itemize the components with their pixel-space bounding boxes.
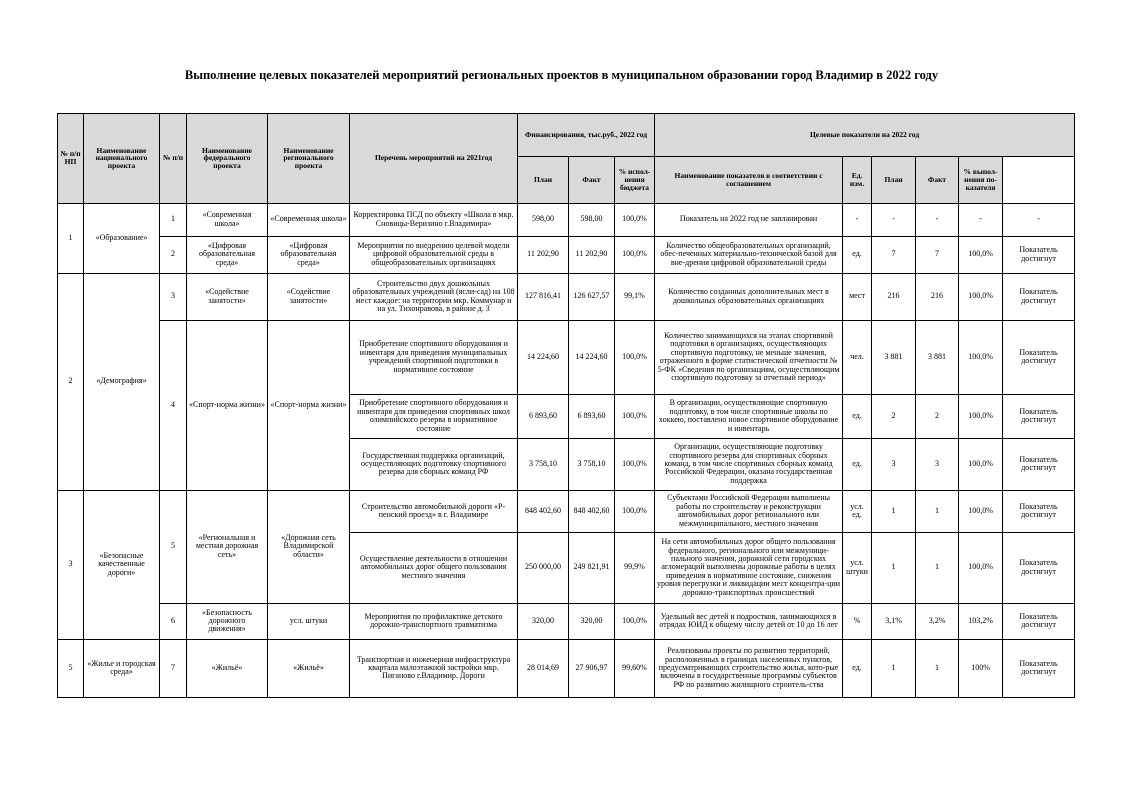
fin-fact: 598,00 [569,203,615,236]
fin-fact: 27 906,97 [569,639,615,697]
target-plan: 2 [872,394,916,438]
unit: ед. [843,639,872,697]
header-unit: Ед. изм. [843,157,872,203]
fin-pct: 99,9% [615,532,655,603]
event-name: Строительство автомобильной дороги «Р-пенский проезд» в г. Владимире [350,490,518,532]
header-rp-name: Наименование регионального проекта [268,114,350,204]
fin-fact: 249 821,91 [569,532,615,603]
np-name: «Образование» [84,203,160,273]
target-pct: 100,0% [959,532,1003,603]
fin-plan: 6 893,60 [518,394,569,438]
fin-pct: 100,0% [615,394,655,438]
unit: % [843,603,872,639]
target-plan: 1 [872,639,916,697]
project-num: 2 [160,236,187,273]
project-num: 5 [160,490,187,603]
header-fp-name: Наименование федерального проекта [187,114,268,204]
header-row-1 [58,114,1075,157]
fin-pct: 99,1% [615,273,655,320]
header-np-name: Наименование национального проекта [84,114,160,204]
unit: чел. [843,320,872,394]
target-fact: 7 [916,236,959,273]
np-num: 2 [58,273,84,490]
fin-plan: 14 224,60 [518,320,569,394]
fin-fact: 126 627,57 [569,273,615,320]
fp-name: «Спорт-норма жизни» [187,320,268,490]
unit: ед. [843,236,872,273]
fp-name: «Цифровая образовательная среда» [187,236,268,273]
rp-name: «Содействие занятости» [268,273,350,320]
event-name: Транспортная и инженерная инфраструктура квартала малоэтажной застройки мкр. Пиганово г.Владимир. Дороги [350,639,518,697]
np-name: «Безопасные качественные дороги» [84,490,160,639]
table-row [58,603,1075,639]
target-fact: 3,2% [916,603,959,639]
unit: усл. штуки [843,532,872,603]
header-indicator-name: Наименование показателя в соответствии с соглашением [655,157,843,203]
fin-fact: 14 224,60 [569,320,615,394]
np-name: «Жилье и городская среда» [84,639,160,697]
project-num: 6 [160,603,187,639]
target-fact: 1 [916,490,959,532]
unit: ед. [843,438,872,490]
target-plan: 7 [872,236,916,273]
target-pct: 100% [959,639,1003,697]
table-row [58,236,1075,273]
event-name: Приобретение спортивного оборудования и инвентаря для приведения спортивных школ олимпийского резерва в нормативное состояние [350,394,518,438]
indicator-name: На сети автомобильных дорог общего пользования федерального, регионального или межмуници-пального значения, дорожной сети городских агломераций выполнены дорожные работы в целях приведения в нормативное состояние, снижения уровня перегрузки и ликвидации мест концентра-ции дорожно-транспортных происшествий [655,532,843,603]
comment: Показатель достигнут [1003,603,1075,639]
rp-name: усл. штуки [268,603,350,639]
indicator-name: Количество занимающихся на этапах спортивной подготовки в организациях, осуществляющих спортивную подготовку, не меньше значения, отраженного в форме статистической отчетности № 5-ФК «Сведения по организациям, осуществляющим спортивную подготовку за отчетный период» [655,320,843,394]
comment: Показатель достигнут [1003,639,1075,697]
fin-pct: 100,0% [615,438,655,490]
np-num: 5 [58,639,84,697]
comment: Показатель достигнут [1003,532,1075,603]
target-pct: 100,0% [959,236,1003,273]
target-fact: 3 881 [916,320,959,394]
header-finance: Финансирования, тыс.руб., 2022 год [518,114,655,157]
fp-name: «Содействие занятости» [187,273,268,320]
fin-plan: 848 402,60 [518,490,569,532]
header-fin-pct: % испол-нения бюджета [615,157,655,203]
fin-fact: 320,00 [569,603,615,639]
target-pct: 100,0% [959,320,1003,394]
table-row [58,490,1075,532]
target-plan: 1 [872,532,916,603]
table-row [58,320,1075,394]
np-name: «Демография» [84,273,160,490]
event-name: Корректировка ПСД по объекту «Школа в мкр. Сновицы-Веризино г.Владимира» [350,203,518,236]
header-target-fact: Факт [916,157,959,203]
event-name: Приобретение спортивного оборудования и инвентаря для приведения муниципальных учреждений спортивной подготовки в нормативное состояние [350,320,518,394]
comment: Показатель достигнут [1003,273,1075,320]
header-events: Перечень мероприятий на 2021год [350,114,518,204]
fin-plan: 250 000,00 [518,532,569,603]
fin-pct: 100,0% [615,203,655,236]
fin-pct: 100,0% [615,603,655,639]
target-pct: 100,0% [959,394,1003,438]
target-fact: 1 [916,532,959,603]
unit: ед. [843,394,872,438]
target-plan: 216 [872,273,916,320]
project-num: 4 [160,320,187,490]
header-targets: Целевые показатели на 2022 год [655,114,1075,157]
target-plan: 3 [872,438,916,490]
target-pct: 100,0% [959,490,1003,532]
indicator-name: Показатель на 2022 год не запланирован [655,203,843,236]
event-name: Мероприятия по профилактике детского дорожно-транспортного травматизма [350,603,518,639]
fin-plan: 320,00 [518,603,569,639]
target-pct: 100,0% [959,273,1003,320]
fin-fact: 3 758,10 [569,438,615,490]
target-plan: 1 [872,490,916,532]
project-num: 7 [160,639,187,697]
fin-pct: 100,0% [615,490,655,532]
fin-plan: 3 758,10 [518,438,569,490]
header-fin-fact: Факт [569,157,615,203]
header-np-num: № п/п НП [58,114,84,204]
target-fact: 1 [916,639,959,697]
unit: усл. ед. [843,490,872,532]
rp-name: «Дорожная сеть Владимирской области» [268,490,350,603]
comment: Показатель достигнут [1003,394,1075,438]
event-name: Осуществление деятельности в отношении автомобильных дорог общего пользования местного значения [350,532,518,603]
rp-name: «Современная школа» [268,203,350,236]
np-num: 3 [58,490,84,639]
unit: мест [843,273,872,320]
project-num: 1 [160,203,187,236]
table-row [58,273,1075,320]
fp-name: «Региональная и местная дорожная сеть» [187,490,268,603]
event-name: Строительство двух дошкольных образовательных учреждений (ясли-сад) на 108 мест каждое: на территории мкр. Коммунар и на ул. Тихонравова, в районе д. 3 [350,273,518,320]
target-fact: 2 [916,394,959,438]
event-name: Мероприятия по внедрению целевой модели цифровой образовательной среды в общеобразовательных организациях [350,236,518,273]
header-target-pct: % выпол-нения по-казателя [959,157,1003,203]
fin-plan: 598,00 [518,203,569,236]
target-pct: - [959,203,1003,236]
indicator-name: Субъектами Российской Федерации выполнены работы по строительству и реконструкции автомобильных дорог регионального или межмуниципального, местного значения [655,490,843,532]
fin-pct: 100,0% [615,236,655,273]
target-fact: 3 [916,438,959,490]
fin-plan: 11 202,90 [518,236,569,273]
rp-name: «Спорт-норма жизни» [268,320,350,490]
rp-name: «Жильё» [268,639,350,697]
fp-name: «Безопасность дорожного движения» [187,603,268,639]
fin-fact: 848 402,60 [569,490,615,532]
target-fact: 216 [916,273,959,320]
indicator-name: Организации, осуществляющие подготовку спортивного резерва для спортивных сборных команд, в том числе спортивных сборных команд Российской Федерации, оказана государственная поддержка [655,438,843,490]
indicator-name: Удельный вес детей и подростков, занимающихся в отрядах ЮИД к общему числу детей от 10 до 16 лет [655,603,843,639]
fp-name: «Современная школа» [187,203,268,236]
fp-name: «Жильё» [187,639,268,697]
comment: - [1003,203,1075,236]
fin-fact: 11 202,90 [569,236,615,273]
fin-pct: 100,0% [615,320,655,394]
rp-name: «Цифровая образовательная среда» [268,236,350,273]
target-fact: - [916,203,959,236]
header-target-plan: План [872,157,916,203]
indicator-name: Количество общеобразовательных организаций, обес-печенных материально-технической базой для вне-дрения цифровой образовательной среды [655,236,843,273]
event-name: Государственная поддержка организаций, осуществляющих подготовку спортивного резерва для сборных команд РФ [350,438,518,490]
fin-plan: 28 014,69 [518,639,569,697]
comment: Показатель достигнут [1003,320,1075,394]
table-row [58,639,1075,697]
indicator-name: Реализованы проекты по развитию территорий, расположенных в границах населенных пунктов, предусматривающих строительство жилья, кото-рые включены в государственные программы субъектов РФ по развитию жилищного строитель-ства [655,639,843,697]
comment: Показатель достигнут [1003,438,1075,490]
indicator-name: Количество созданных дополнительных мест в дошкольных образовательных организациях [655,273,843,320]
page-title: Выполнение целевых показателей мероприятий региональных проектов в муниципальном образовании город Владимир в 2022 году [184,68,939,82]
targets-table [57,113,1075,698]
target-plan: - [872,203,916,236]
indicator-name: В организации, осуществляющие спортивную подготовку, в том числе спортивные школы по хоккею, поставлено новое спортивное оборудование и инвентарь [655,394,843,438]
target-pct: 100,0% [959,438,1003,490]
unit: - [843,203,872,236]
comment: Показатель достигнут [1003,490,1075,532]
comment: Показатель достигнут [1003,236,1075,273]
fin-plan: 127 816,41 [518,273,569,320]
target-plan: 3 881 [872,320,916,394]
table-row [58,203,1075,236]
header-num: № п/п [160,114,187,204]
target-pct: 103,2% [959,603,1003,639]
header-fin-plan: План [518,157,569,203]
fin-fact: 6 893,60 [569,394,615,438]
np-num: 1 [58,203,84,273]
fin-pct: 99,60% [615,639,655,697]
target-plan: 3,1% [872,603,916,639]
project-num: 3 [160,273,187,320]
